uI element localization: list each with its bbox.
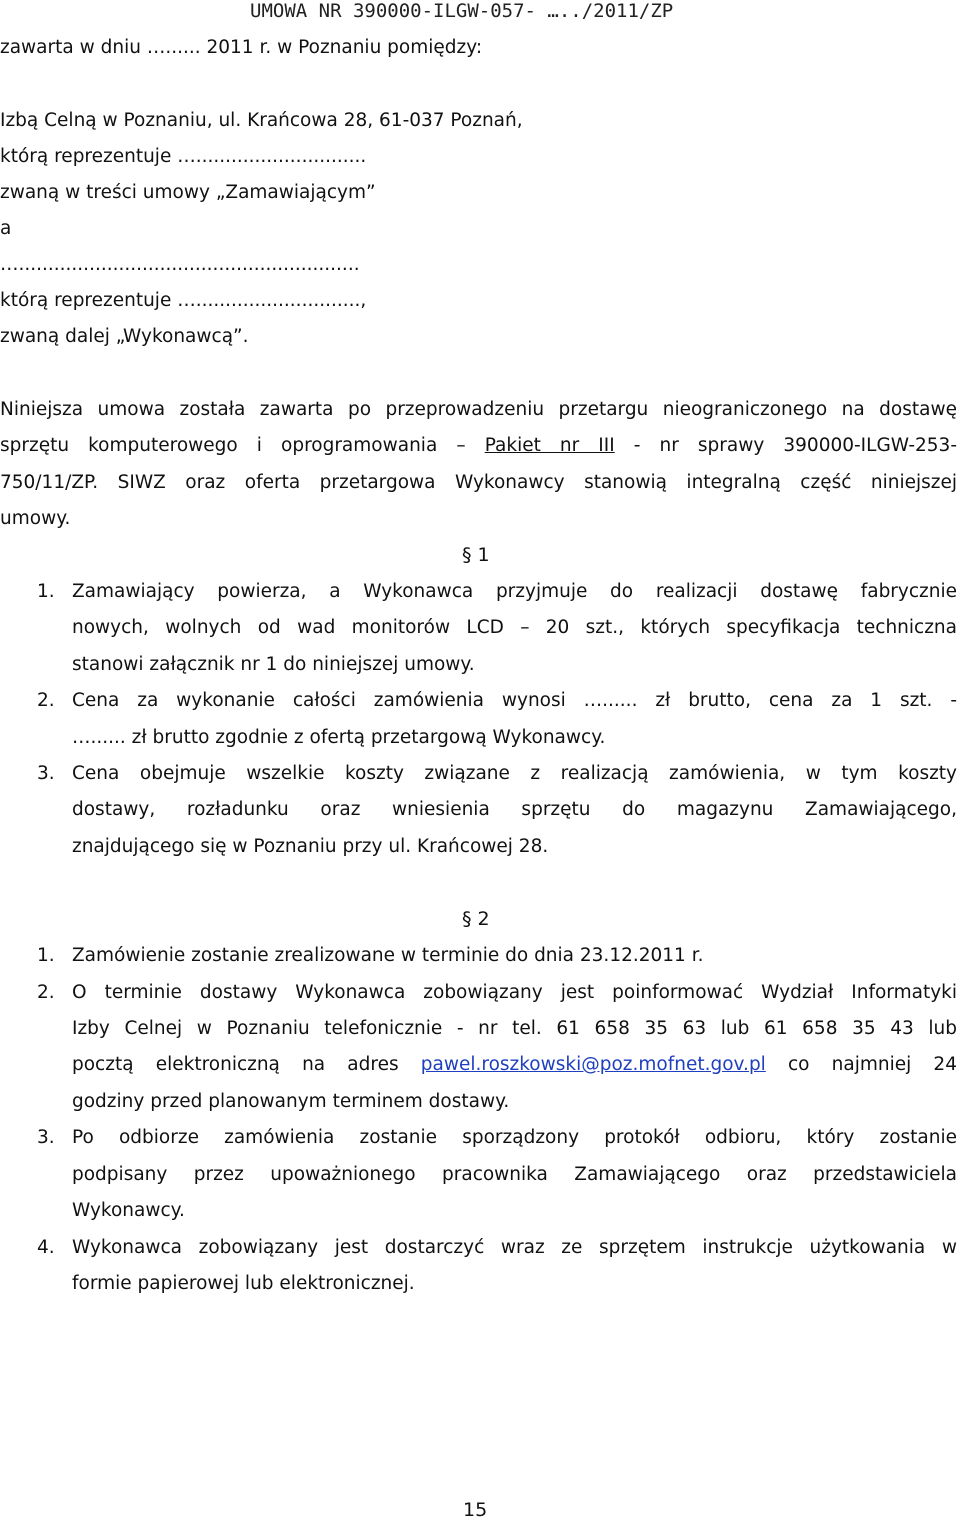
list-item-number: 2. [37,690,55,711]
list-item-text: co najmniej 24 [788,1054,957,1075]
preamble-line: Niniejsza umowa została zawarta po przeprowadzeniu przetargu nieograniczonego na dostawę [0,399,957,420]
list-item-line: formie papierowej lub elektronicznej. [72,1273,415,1294]
list-item-line: znajdującego się w Poznaniu przy ul. Krańcowej 28. [72,836,549,857]
intro-line-party2: ….......................................................... [0,254,360,275]
intro-line-alias1: zwaną w treści umowy „Zamawiającym” [0,182,376,203]
preamble-text: sprzętu komputerowego i oprogramowania – [0,435,466,456]
intro-line-and: a [0,218,12,239]
list-item-line: Zamówienie zostanie zrealizowane w terminie do dnia 23.12.2011 r. [72,945,704,966]
list-item-line: stanowi załącznik nr 1 do niniejszej umowy. [72,654,475,675]
preamble-line: umowy. [0,508,71,529]
list-item-line: dostawy, rozładunku oraz wniesienia sprzętu do magazynu Zamawiającego, [72,799,957,820]
list-item-number: 3. [37,763,55,784]
preamble-line: 750/11/ZP. SIWZ oraz oferta przetargowa Wykonawcy stanowią integralną część niniejszej [0,472,957,493]
list-item-line: podpisany przez upoważnionego pracownika Zamawiającego oraz przedstawiciela [72,1164,957,1185]
list-item-line: Cena za wykonanie całości zamówienia wynosi …...... zł brutto, cena za 1 szt. - [72,690,957,711]
intro-line-representative1: którą reprezentuje …............................. [0,146,367,167]
email-link[interactable]: pawel.roszkowski@poz.mofnet.gov.pl [420,1054,766,1075]
list-item-line: godziny przed planowanym terminem dostawy. [72,1091,510,1112]
intro-line-date: zawarta w dniu …...... 2011 r. w Poznaniu pomiędzy: [0,37,483,58]
preamble-text: - nr sprawy 390000-ILGW-253- [633,435,957,456]
section-2-title: § 2 [462,908,490,930]
list-item-line: Izby Celnej w Poznaniu telefonicznie - nr tel. 61 658 35 63 lub 61 658 35 43 lub [72,1018,957,1039]
preamble-line [0,435,957,456]
list-item-line: O terminie dostawy Wykonawca zobowiązany jest poinformować Wydział Informatyki [72,982,957,1003]
list-item-line: Cena obejmuje wszelkie koszty związane z realizacją zamówienia, w tym koszty [72,763,957,784]
list-item-line: Zamawiający powierza, a Wykonawca przyjmuje do realizacji dostawę fabrycznie [72,581,957,602]
list-item-number: 2. [37,982,55,1003]
list-item-line: Wykonawcy. [72,1200,185,1221]
list-item-line: Wykonawca zobowiązany jest dostarczyć wraz ze sprzętem instrukcje użytkowania w [72,1237,957,1258]
intro-line-representative2: którą reprezentuje …............................, [0,290,367,311]
list-item-line: nowych, wolnych od wad monitorów LCD – 20 szt., których specyfikacja techniczna [72,617,957,638]
list-item-line: …...... zł brutto zgodnie z ofertą przetargową Wykonawcy. [72,727,606,748]
list-item-number: 3. [37,1127,55,1148]
section-1-title: § 1 [462,544,490,566]
intro-line-party1: Izbą Celną w Poznaniu, ul. Krańcowa 28, 61-037 Poznań, [0,110,523,131]
package-reference: Pakiet nr III [484,435,615,456]
page-number: 15 [463,1499,488,1521]
list-item-number: 4. [37,1237,55,1258]
list-item-line: Po odbiorze zamówienia zostanie sporządzony protokół odbioru, który zostanie [72,1127,957,1148]
intro-line-alias2: zwaną dalej „Wykonawcą”. [0,326,249,347]
document-header: UMOWA NR 390000-ILGW-057- …../2011/ZP [250,0,674,22]
list-item-line [72,1054,957,1075]
list-item-number: 1. [37,581,55,602]
list-item-text: pocztą elektroniczną na adres [72,1054,399,1075]
list-item-number: 1. [37,945,55,966]
